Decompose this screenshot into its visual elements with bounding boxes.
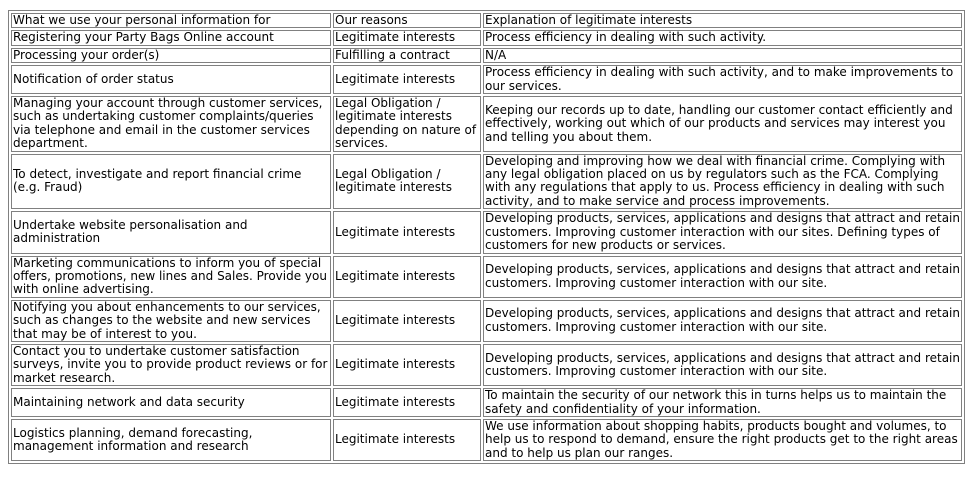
explanation-cell: Keeping our records up to date, handling our customer contact efficiently and effectively, working out which of our products and services may interest you and telling you about them.: [483, 96, 962, 152]
purpose-cell: To detect, investigate and report financial crime (e.g. Fraud): [11, 154, 331, 210]
explanation-cell: Process efficiency in dealing with such activity.: [483, 30, 962, 45]
table-row: [11, 211, 962, 253]
table-row: [11, 256, 962, 298]
purpose-cell: Maintaining network and data security: [11, 388, 331, 417]
purpose-cell: Notification of order status: [11, 65, 331, 94]
table-row: [11, 154, 962, 210]
purpose-cell: Managing your account through customer services, such as undertaking customer complaints/queries via telephone and email in the customer services department.: [11, 96, 331, 152]
reason-cell: Legitimate interests: [333, 388, 481, 417]
table-header-row: [11, 13, 962, 28]
reason-cell: Legitimate interests: [333, 300, 481, 342]
explanation-cell: Developing products, services, applications and designs that attract and retain customers. Improving customer interaction with our site.: [483, 300, 962, 342]
reason-cell: Legal Obligation / legitimate interests depending on nature of services.: [333, 96, 481, 152]
reason-cell: Legitimate interests: [333, 419, 481, 461]
explanation-cell: We use information about shopping habits, products bought and volumes, to help us to respond to demand, ensure the right products get to the right areas and to help us plan our ranges.: [483, 419, 962, 461]
explanation-cell: Developing products, services, applications and designs that attract and retain customers. Improving customer interaction with our site.: [483, 256, 962, 298]
purpose-cell: Contact you to undertake customer satisfaction surveys, invite you to provide product reviews or for market research.: [11, 344, 331, 386]
table-row: [11, 344, 962, 386]
explanation-cell: Process efficiency in dealing with such activity, and to make improvements to our services.: [483, 65, 962, 94]
purpose-cell: Undertake website personalisation and administration: [11, 211, 331, 253]
table-row: [11, 96, 962, 152]
table-row: [11, 48, 962, 63]
table-row: [11, 419, 962, 461]
table-row: [11, 65, 962, 94]
table-row: [11, 388, 962, 417]
reason-cell: Legitimate interests: [333, 65, 481, 94]
reason-cell: Legitimate interests: [333, 256, 481, 298]
purpose-cell: Processing your order(s): [11, 48, 331, 63]
reason-cell: Legitimate interests: [333, 30, 481, 45]
header-purpose: What we use your personal information for: [11, 13, 331, 28]
explanation-cell: Developing and improving how we deal with financial crime. Complying with any legal obligation placed on us by regulators such as the FCA. Complying with any regulations that apply to us. Process efficiency in dealing with such activity, and to make service and process improvements.: [483, 154, 962, 210]
table-row: [11, 300, 962, 342]
reason-cell: Legal Obligation / legitimate interests: [333, 154, 481, 210]
purpose-cell: Logistics planning, demand forecasting, management information and research: [11, 419, 331, 461]
header-reasons: Our reasons: [333, 13, 481, 28]
explanation-cell: To maintain the security of our network this in turns helps us to maintain the safety and confidentiality of your information.: [483, 388, 962, 417]
table-row: [11, 30, 962, 45]
explanation-cell: N/A: [483, 48, 962, 63]
purpose-cell: Registering your Party Bags Online account: [11, 30, 331, 45]
reason-cell: Fulfilling a contract: [333, 48, 481, 63]
header-explanation: Explanation of legitimate interests: [483, 13, 962, 28]
purpose-cell: Notifying you about enhancements to our services, such as changes to the website and new services that may be of interest to you.: [11, 300, 331, 342]
personal-information-table: [8, 10, 965, 464]
reason-cell: Legitimate interests: [333, 344, 481, 386]
explanation-cell: Developing products, services, applications and designs that attract and retain customers. Improving customer interaction with our site.: [483, 344, 962, 386]
explanation-cell: Developing products, services, applications and designs that attract and retain customers. Improving customer interaction with our sites. Defining types of customers for new products or services.: [485, 211, 960, 253]
reason-cell: Legitimate interests: [333, 211, 481, 253]
purpose-cell: Marketing communications to inform you of special offers, promotions, new lines and Sales. Provide you with online advertising.: [11, 256, 331, 298]
